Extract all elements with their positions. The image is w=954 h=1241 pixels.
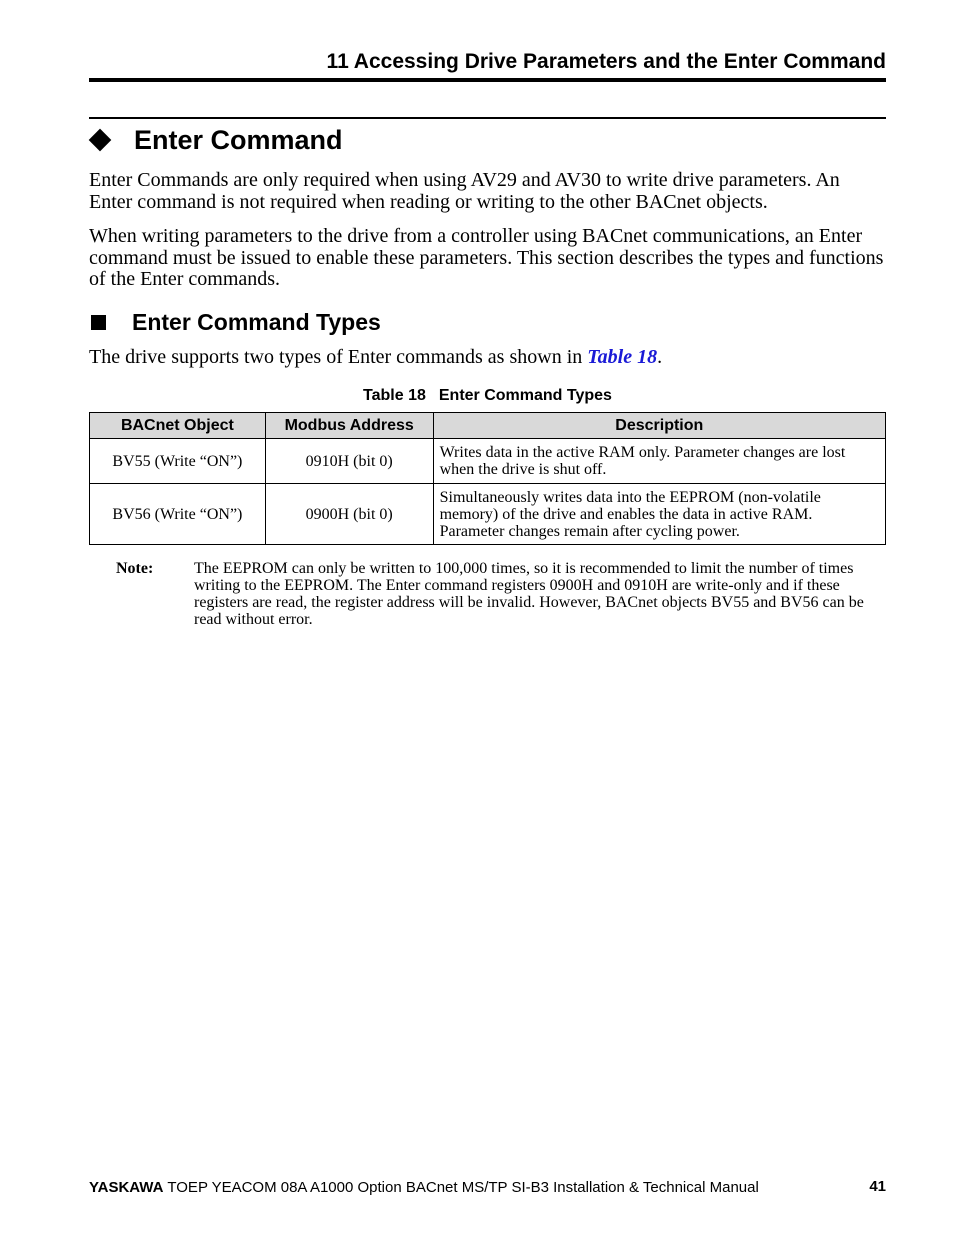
section-title: Enter Command: [134, 124, 343, 155]
table-caption-number: Table 18: [363, 387, 426, 404]
enter-command-types-table: [89, 412, 886, 545]
subsection-heading: [89, 308, 381, 336]
subsection-title: Enter Command Types: [132, 308, 381, 335]
cell-bacnet-object: BV55 (Write “ON”): [90, 439, 266, 484]
cell-description: Writes data in the active RAM only. Parameter changes are lost when the drive is shut off.: [433, 439, 885, 484]
intro-text: The drive supports two types of Enter commands as shown in: [89, 346, 588, 368]
cell-bacnet-object: BV56 (Write “ON”): [90, 484, 266, 545]
intro-text-end: .: [657, 346, 663, 368]
note-label: Note:: [116, 560, 154, 577]
body-paragraph-2: When writing parameters to the drive from a controller using BACnet communications, an Enter command must be issued to enable these parameters. This section describes the types and functions of the Enter commands.: [89, 225, 884, 290]
square-bullet-icon: [91, 315, 106, 330]
intro-paragraph: [89, 347, 886, 369]
page-number: 41: [869, 1178, 886, 1195]
table-header-row: [90, 413, 886, 439]
table-caption-title: Enter Command Types: [438, 387, 612, 404]
section-heading: [89, 124, 343, 156]
cell-modbus-address: 0900H (bit 0): [265, 484, 433, 545]
table-row: [90, 484, 886, 545]
table-caption: [89, 387, 886, 405]
note-text: The EEPROM can only be written to 100,000 times, so it is recommended to limit the number of times writing to the EEPROM. The Enter command registers 0900H and 0910H are write-only and if these registers are read, the register address will be invalid. However, BACnet objects BV55 and BV56 can be read without error.: [194, 560, 864, 628]
cell-description: Simultaneously writes data into the EEPROM (non-volatile memory) of the drive and enables the data in active RAM. Parameter changes remain after cycling power.: [433, 484, 885, 545]
chapter-header: 11 Accessing Drive Parameters and the Enter Command: [326, 50, 886, 73]
header-modbus-address: Modbus Address: [265, 413, 433, 439]
diamond-bullet-icon: [89, 129, 112, 152]
section-rule: [89, 117, 886, 119]
footer-brand: YASKAWA: [89, 1179, 164, 1196]
body-paragraph-1: Enter Commands are only required when using AV29 and AV30 to write drive parameters. An Enter command is not required when reading or writing to the other BACnet objects.: [89, 169, 840, 213]
footer: [89, 1179, 759, 1196]
header-description: Description: [433, 413, 885, 439]
table-18-link[interactable]: Table 18: [587, 346, 658, 368]
cell-modbus-address: 0910H (bit 0): [265, 439, 433, 484]
chapter-header-rule: [89, 78, 886, 82]
header-bacnet-object: BACnet Object: [90, 413, 266, 439]
table-row: [90, 439, 886, 484]
footer-manual-title: TOEP YEACOM 08A A1000 Option BACnet MS/TP SI-B3 Installation & Technical Manual: [167, 1179, 759, 1196]
